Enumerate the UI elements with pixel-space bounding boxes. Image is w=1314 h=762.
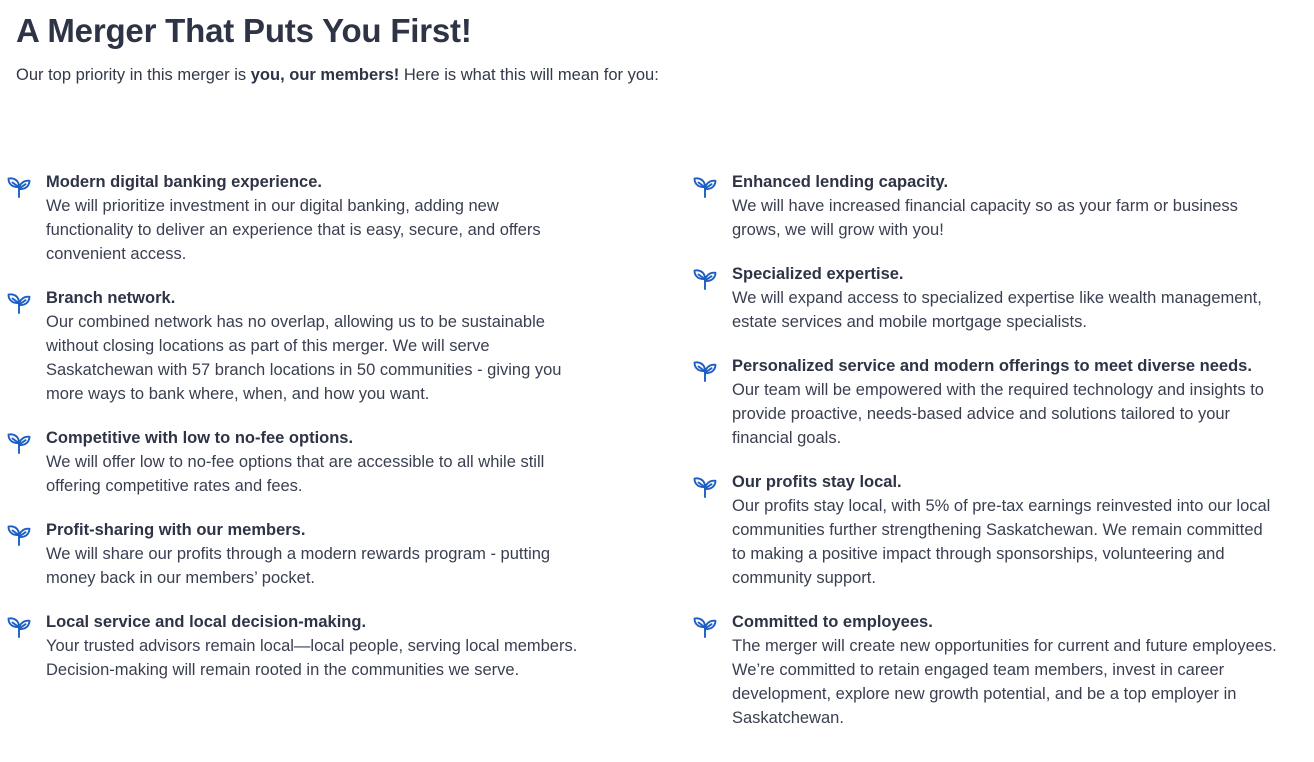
benefit-item	[6, 518, 626, 590]
sprout-icon	[692, 266, 718, 292]
benefit-title: Specialized expertise.	[732, 265, 904, 283]
benefit-line: grows, we will grow with you!	[732, 221, 944, 239]
benefit-line: estate services and mobile mortgage specialists.	[732, 313, 1087, 331]
benefit-description	[46, 450, 626, 498]
benefit-line: community support.	[732, 569, 876, 587]
benefits-left-column	[6, 170, 626, 702]
benefit-line: Our profits stay local, with 5% of pre-tax earnings reinvested into our local	[732, 497, 1271, 515]
benefit-line: We will share our profits through a modern rewards program - putting	[46, 545, 551, 563]
benefit-item	[6, 426, 626, 498]
benefit-line: to making a positive impact through sponsorships, volunteering and	[732, 545, 1225, 563]
benefit-item	[692, 262, 1314, 334]
sprout-icon	[6, 522, 32, 548]
benefit-description	[732, 194, 1314, 242]
intro-prefix: Our top priority in this merger is	[16, 66, 251, 84]
benefit-title: Competitive with low to no-fee options.	[46, 429, 354, 447]
benefit-item	[6, 286, 626, 406]
benefit-description	[46, 194, 626, 266]
sprout-icon	[692, 614, 718, 640]
benefit-description	[46, 634, 626, 682]
benefit-item	[6, 170, 626, 266]
benefit-description	[732, 634, 1314, 730]
benefit-item	[6, 610, 626, 682]
benefit-item	[692, 610, 1314, 730]
benefit-description	[46, 310, 626, 406]
benefit-title: Personalized service and modern offerings to meet diverse needs.	[732, 357, 1252, 375]
benefit-line: convenient access.	[46, 245, 187, 263]
benefit-item	[692, 354, 1314, 450]
benefit-line: We will offer low to no-fee options that are accessible to all while still	[46, 453, 545, 471]
benefit-title: Modern digital banking experience.	[46, 173, 322, 191]
sprout-icon	[692, 358, 718, 384]
intro-suffix: Here is what this will mean for you:	[399, 66, 659, 84]
sprout-icon	[6, 174, 32, 200]
benefit-line: We’re committed to retain engaged team members, invest in career	[732, 661, 1225, 679]
benefit-line: Saskatchewan.	[732, 709, 844, 727]
benefit-line: We will have increased financial capacity so as your farm or business	[732, 197, 1238, 215]
benefit-title: Our profits stay local.	[732, 473, 902, 491]
benefit-line: Our team will be empowered with the required technology and insights to	[732, 381, 1264, 399]
sprout-icon	[692, 174, 718, 200]
page-title: A Merger That Puts You First!	[16, 12, 472, 49]
benefit-line: functionality to deliver an experience that is easy, secure, and offers	[46, 221, 541, 239]
benefit-line: money back in our members’ pocket.	[46, 569, 316, 587]
benefit-line: without closing locations as part of this merger. We will serve	[46, 337, 490, 355]
benefit-description	[46, 542, 626, 590]
benefit-line: provide proactive, needs-based advice and solutions tailored to your	[732, 405, 1231, 423]
benefit-line: development, explore new growth potential, and be a top employer in	[732, 685, 1237, 703]
intro-text	[16, 63, 659, 87]
benefit-item	[692, 470, 1314, 590]
benefit-item	[692, 170, 1314, 242]
benefit-title: Profit-sharing with our members.	[46, 521, 306, 539]
sprout-icon	[6, 614, 32, 640]
benefit-line: Your trusted advisors remain local—local people, serving local members.	[46, 637, 578, 655]
benefit-description	[732, 378, 1314, 450]
sprout-icon	[692, 474, 718, 500]
benefit-line: offering competitive rates and fees.	[46, 477, 303, 495]
benefit-line: Decision-making will remain rooted in the communities we serve.	[46, 661, 520, 679]
benefit-line: We will prioritize investment in our digital banking, adding new	[46, 197, 499, 215]
benefit-title: Enhanced lending capacity.	[732, 173, 949, 191]
benefit-title: Committed to employees.	[732, 613, 933, 631]
benefit-line: Our combined network has no overlap, allowing us to be sustainable	[46, 313, 545, 331]
intro-bold: you, our members!	[250, 66, 400, 84]
benefit-description	[732, 286, 1314, 334]
benefits-right-column	[692, 170, 1314, 750]
benefit-line: Saskatchewan with 57 branch locations in 50 communities - giving you	[46, 361, 562, 379]
benefit-line: more ways to bank where, when, and how you want.	[46, 385, 430, 403]
benefit-title: Branch network.	[46, 289, 176, 307]
benefit-description	[732, 494, 1314, 590]
benefit-title: Local service and local decision-making.	[46, 613, 367, 631]
sprout-icon	[6, 430, 32, 456]
benefit-line: communities further strengthening Saskatchewan. We remain committed	[732, 521, 1263, 539]
sprout-icon	[6, 290, 32, 316]
benefit-line: The merger will create new opportunities for current and future employees.	[732, 637, 1277, 655]
benefit-line: financial goals.	[732, 429, 842, 447]
benefit-line: We will expand access to specialized expertise like wealth management,	[732, 289, 1262, 307]
